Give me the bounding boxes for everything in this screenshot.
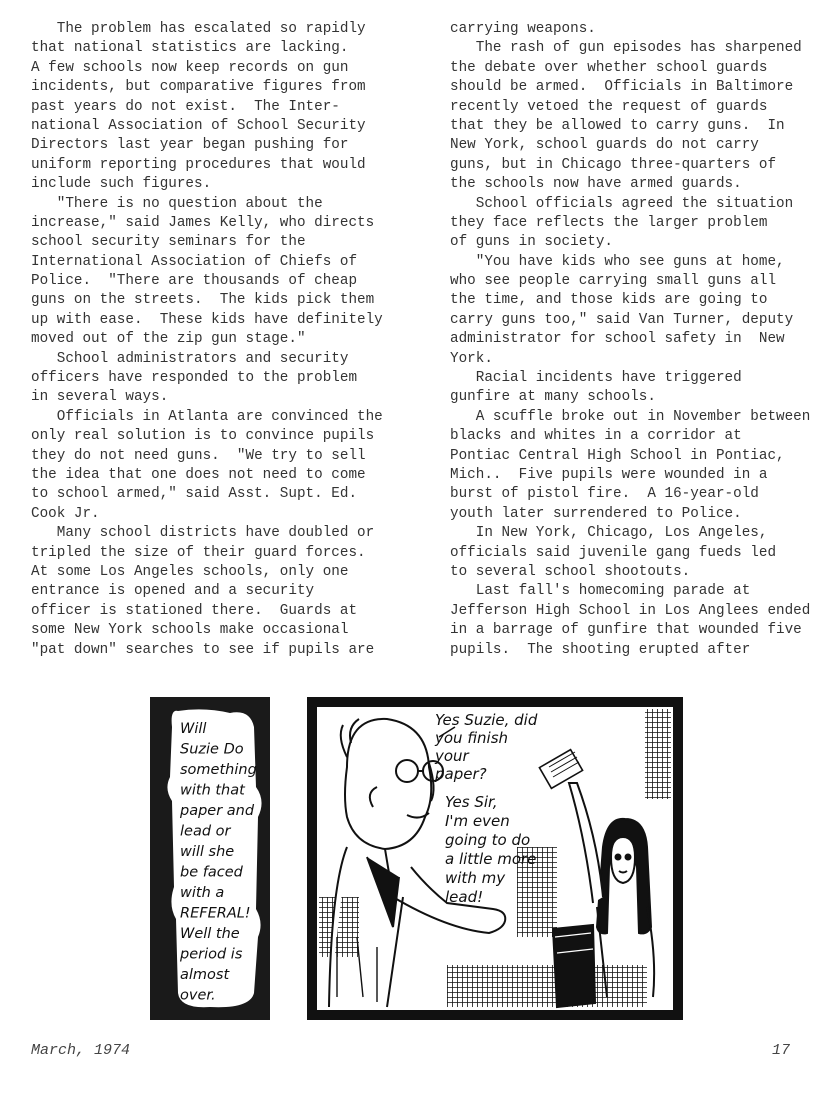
article-line: Police. "There are thousands of cheap (31, 273, 358, 290)
article-line: to several school shootouts. (450, 563, 691, 580)
article-line: administrator for school safety in New (450, 331, 785, 348)
article-line: International Association of Chiefs of (31, 253, 358, 270)
article-line: officer is stationed there. Guards at (31, 602, 358, 619)
comic-text-line: your (435, 747, 469, 765)
article-line: New York, school guards do not carry (450, 137, 759, 154)
article-line: burst of pistol fire. A 16-year-old (450, 486, 759, 503)
comic-text-line: going to do (445, 831, 531, 849)
article-line: officers have responded to the problem (31, 370, 358, 387)
article-line: Cook Jr. (31, 505, 100, 522)
comic-text-line: almost (180, 967, 230, 983)
article-line: Directors last year began pushing for (31, 137, 349, 154)
page-number: 17 (772, 1042, 791, 1059)
article-line: the schools now have armed guards. (450, 176, 742, 193)
article-line: in several ways. (31, 389, 169, 406)
hatched-wall-right (645, 709, 671, 799)
comic-text-line: over. (180, 987, 216, 1004)
article-line: "You have kids who see guns at home, (450, 253, 785, 270)
comic-text-line: with my (445, 869, 506, 887)
comic-text-line: I'm even (445, 812, 510, 830)
article-line: officials said juvenile gang fueds led (450, 544, 777, 561)
article-line: In New York, Chicago, Los Angeles, (450, 525, 768, 542)
article-line: they face reflects the larger problem (450, 214, 768, 231)
article-line: school security seminars for the (31, 234, 306, 251)
article-line: in a barrage of gunfire that wounded five (450, 622, 802, 639)
article-line: moved out of the zip gun stage." (31, 331, 306, 348)
student-face (611, 837, 635, 883)
article-line: carry guns too," said Van Turner, deputy (450, 311, 794, 328)
comic-classroom-panel (307, 697, 683, 1020)
article-line: incidents, but comparative figures from (31, 79, 366, 96)
comic-text-line: Suzie Do (180, 741, 244, 758)
article-line: who see people carrying small guns all (450, 273, 777, 290)
article-line: The problem has escalated so rapidly (31, 21, 366, 37)
article-line: Many school districts have doubled or (31, 525, 375, 542)
article-line: pupils. The shooting erupted after (450, 641, 751, 658)
article-line: guns, but in Chicago three-quarters of (450, 156, 777, 173)
comic-text-line: Well the (180, 926, 240, 942)
article-line: Racial incidents have triggered (450, 370, 742, 387)
article-line: Jefferson High School in Los Anglees ended (450, 602, 811, 619)
article-line: Pontiac Central High School in Pontiac, (450, 447, 785, 464)
article-line: School administrators and security (31, 350, 349, 367)
article-line: some New York schools make occasional (31, 622, 349, 639)
article-line: The rash of gun episodes has sharpened (450, 40, 802, 57)
article-line: uniform reporting procedures that would (31, 156, 366, 173)
article-line: gunfire at many schools. (450, 389, 656, 406)
hatched-floor (447, 965, 647, 1007)
comic-text-line: be faced (180, 864, 243, 881)
article-line: blacks and whites in a corridor at (450, 428, 742, 445)
article-line: entrance is opened and a security (31, 583, 315, 600)
article-line: of guns in society. (450, 234, 614, 251)
article-line: youth later surrendered to Police. (450, 505, 742, 522)
article-line: guns on the streets. The kids pick them (31, 292, 375, 309)
comic-text-line: paper? (435, 765, 487, 783)
comic-text-line: period is (180, 946, 243, 963)
article-column-right (450, 20, 825, 660)
article-line: tripled the size of their guard forces. (31, 544, 366, 561)
comic-text-line: REFERAL! (180, 905, 251, 922)
article-line: increase," said James Kelly, who directs (31, 214, 375, 231)
article-line: the time, and those kids are going to (450, 292, 768, 309)
article-line: that national statistics are lacking. (31, 40, 349, 57)
article-line: include such figures. (31, 176, 212, 193)
comic-text-line: will she (180, 844, 235, 860)
article-line: recently vetoed the request of guards (450, 98, 768, 115)
footer-date: March, 1974 (31, 1042, 131, 1059)
article-line: "There is no question about the (31, 195, 323, 212)
article-line: A scuffle broke out in November between (450, 408, 811, 425)
article-line: "pat down" searches to see if pupils are (31, 641, 375, 658)
article-line: Officials in Atlanta are convinced the (31, 408, 383, 425)
comic-text-line: with a (180, 885, 225, 901)
comic-text-line: a little more (445, 850, 537, 868)
article-line: past years do not exist. The Inter- (31, 98, 340, 115)
desk (553, 925, 595, 1007)
article-line: School officials agreed the situation (450, 195, 794, 212)
comic-text-line: Yes Suzie, did (435, 711, 538, 729)
article-line: that they be allowed to carry guns. In (450, 117, 785, 134)
article-line: up with ease. These kids have definitely (31, 311, 383, 328)
article-line: should be armed. Officials in Baltimore (450, 79, 794, 96)
article-line: York. (450, 350, 493, 367)
article-line: Last fall's homecoming parade at (450, 583, 751, 600)
comic-text-line: Yes Sir, (445, 793, 498, 811)
article-line: carrying weapons. (450, 21, 596, 37)
comic-text-line: lead! (445, 888, 484, 906)
article-line: to school armed," said Asst. Supt. Ed. (31, 486, 358, 503)
article-line: Mich.. Five pupils were wounded in a (450, 466, 768, 483)
article-line: only real solution is to convince pupils (31, 428, 375, 445)
comic-text-line: lead or (180, 823, 231, 840)
teacher-head (345, 719, 431, 849)
article-line: the idea that one does not need to come (31, 466, 366, 483)
comic-text-line: with that (180, 782, 245, 799)
comic-text-line: Will (180, 721, 207, 737)
comic-text-line: paper and (180, 803, 255, 819)
article-line: the debate over whether school guards (450, 59, 768, 76)
article-line: At some Los Angeles schools, only one (31, 563, 349, 580)
article-line: they do not need guns. "We try to sell (31, 447, 366, 464)
comic-text-line: you finish (435, 729, 509, 747)
comic-narration-panel (150, 697, 270, 1020)
article-line: national Association of School Security (31, 117, 366, 134)
article-line: A few schools now keep records on gun (31, 59, 349, 76)
comic-text-line: something (180, 762, 257, 778)
article-column-left (31, 20, 406, 660)
